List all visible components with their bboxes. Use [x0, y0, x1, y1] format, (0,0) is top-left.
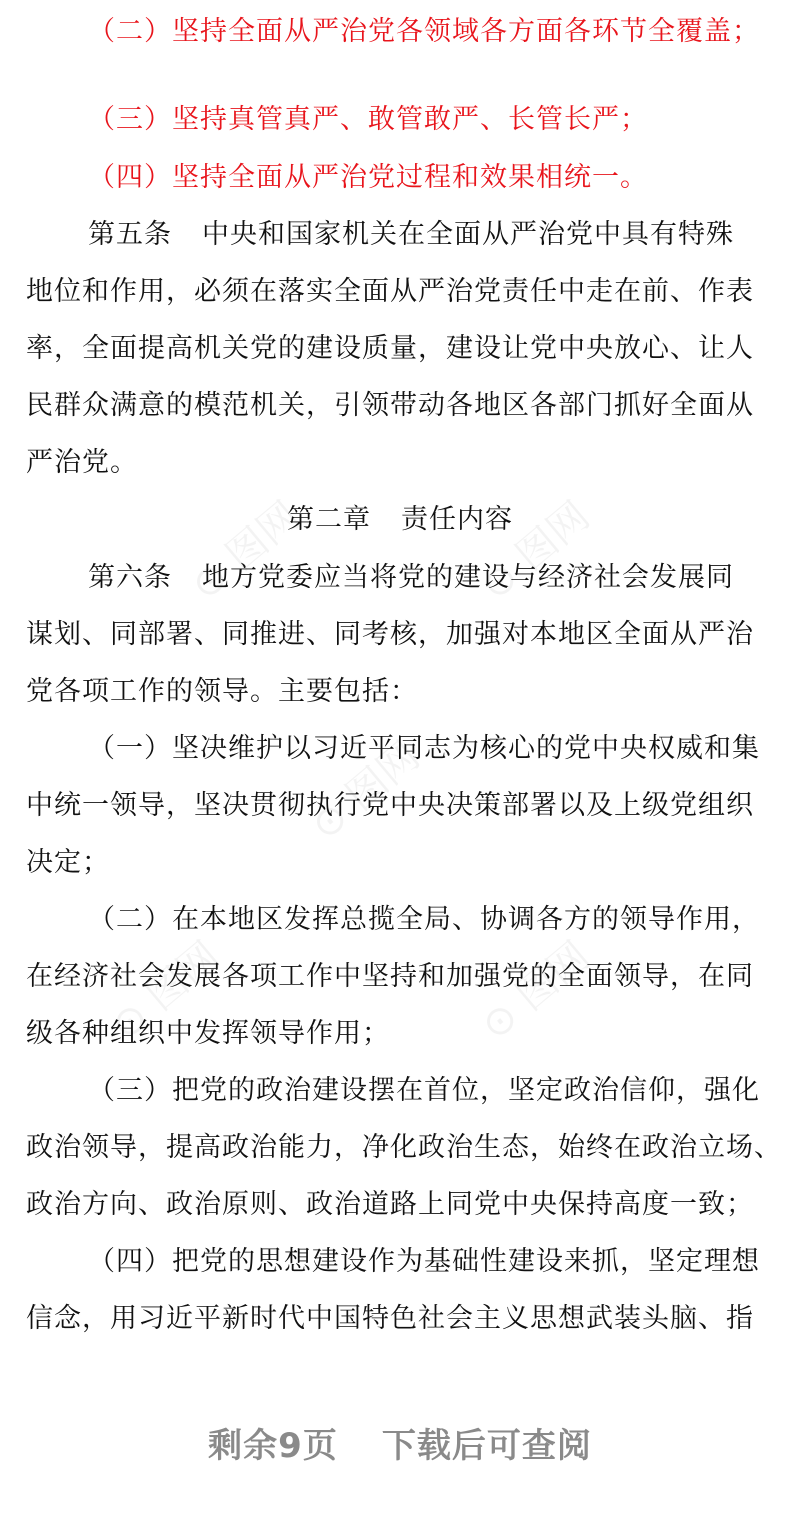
text-line: 信念，用习近平新时代中国特色社会主义思想武装头脑、指 [26, 1303, 754, 1334]
text-line: （二）坚持全面从严治党各领域各方面各环节全覆盖； [88, 16, 760, 47]
text-line: 地位和作用，必须在落实全面从严治党责任中走在前、作表 [26, 276, 754, 307]
chapter-number: 第二章 [287, 504, 371, 535]
article-6-first-line [88, 560, 778, 596]
article-label: 第五条 [88, 219, 172, 250]
text-line: 谋划、同部署、同推进、同考核，加强对本地区全面从严治 [26, 619, 754, 650]
text-line: 严治党。 [26, 447, 138, 478]
text-line: （二）在本地区发挥总揽全局、协调各方的领导作用， [88, 904, 760, 935]
text-line: 中统一领导，坚决贯彻执行党中央决策部署以及上级党组织 [26, 790, 754, 821]
text-line: 率，全面提高机关党的建设质量，建设让党中央放心、让人 [26, 333, 754, 364]
chapter-title: 责任内容 [401, 504, 513, 535]
text-line: 民群众满意的模范机关，引领带动各地区各部门抓好全面从 [26, 390, 754, 421]
download-prompt[interactable] [0, 1418, 800, 1474]
remaining-pages-text: 剩余9页 [208, 1426, 338, 1466]
text-line: （三）把党的政治建设摆在首位，坚定政治信仰，强化 [88, 1075, 760, 1106]
text-line: （一）坚决维护以习近平同志为核心的党中央权威和集 [88, 733, 760, 764]
text-line: 决定； [26, 847, 110, 878]
text-line: （四）坚持全面从严治党过程和效果相统一。 [88, 162, 648, 193]
text-line: 地方党委应当将党的建设与经济社会发展同 [202, 562, 734, 593]
text-line: 政治领导，提高政治能力，净化政治生态，始终在政治立场、 [26, 1132, 782, 1163]
text-line: 政治方向、政治原则、政治道路上同党中央保持高度一致； [26, 1189, 754, 1220]
text-line: 中央和国家机关在全面从严治党中具有特殊 [202, 219, 734, 250]
article-5-first-line [88, 217, 778, 253]
text-line: （四）把党的思想建设作为基础性建设来抓，坚定理想 [88, 1246, 760, 1277]
text-line: 党各项工作的领导。主要包括： [26, 676, 418, 707]
text-line: 级各种组织中发挥领导作用； [26, 1018, 390, 1049]
download-hint-text: 下载后可查阅 [381, 1426, 592, 1466]
chapter-heading [0, 502, 800, 538]
text-line: 在经济社会发展各项工作中坚持和加强党的全面领导，在同 [26, 961, 754, 992]
article-label: 第六条 [88, 562, 172, 593]
text-line: （三）坚持真管真严、敢管敢严、长管长严； [88, 104, 648, 135]
